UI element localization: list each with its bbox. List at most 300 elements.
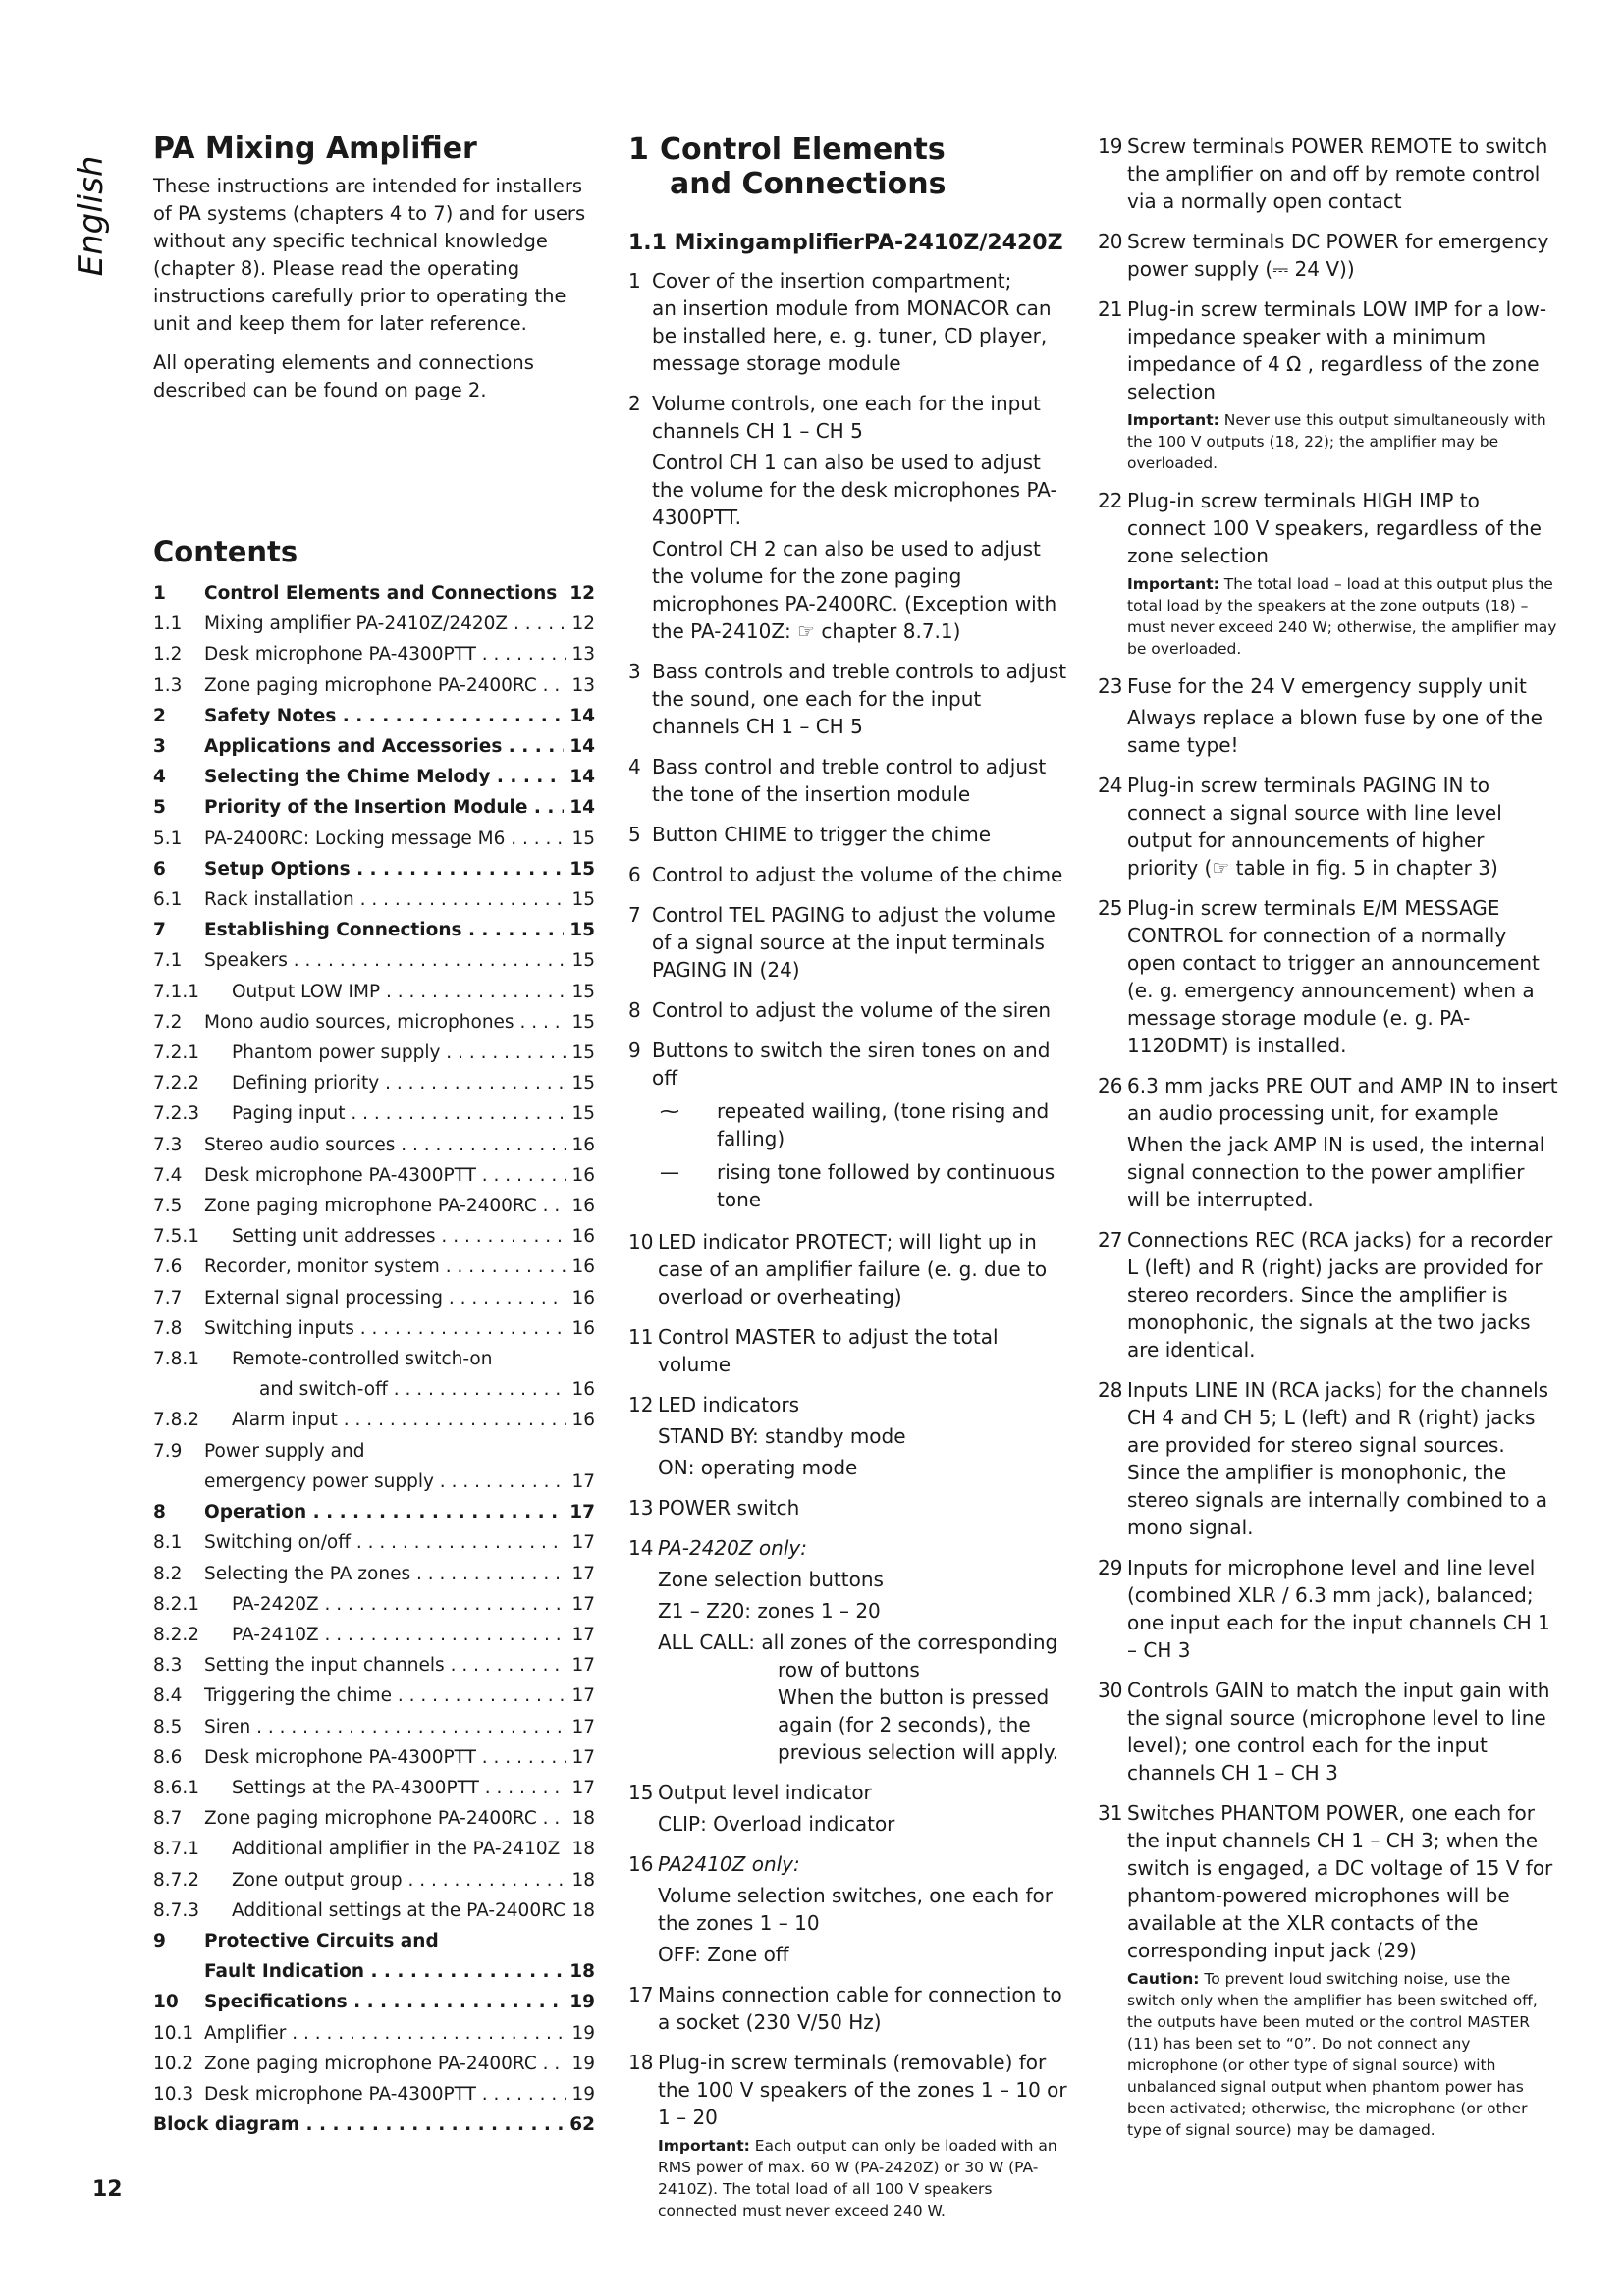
subsection-heading: 1.1 MixingamplifierPA-2410Z/2420Z bbox=[628, 231, 1063, 255]
toc-entry-number: 7.3 bbox=[153, 1134, 183, 1155]
toc-entry-number: 8.2.1 bbox=[153, 1593, 200, 1615]
item-number: 11 bbox=[628, 1325, 654, 1349]
list-item bbox=[1098, 1799, 1559, 2145]
toc-entry bbox=[153, 1130, 595, 1160]
toc-entry-title-text: Fault Indication bbox=[204, 1961, 364, 1983]
list-item bbox=[628, 861, 1075, 892]
section-control-elements-continued bbox=[1098, 133, 1559, 2154]
toc-entry bbox=[153, 1160, 595, 1191]
item-text: 6.3 mm jacks PRE OUT and AMP IN to insert an audio processing unit, for example bbox=[1127, 1074, 1558, 1125]
list-item bbox=[1098, 228, 1559, 287]
toc-entry-page: 18 bbox=[564, 1956, 595, 1987]
toc-entry-number: 8.7.3 bbox=[153, 1899, 200, 1921]
intro-paragraph-1: These instructions are intended for installers of PA systems (chapters 4 to 7) and for users without any specific technical knowledge (chapter 8). Please read the operating instructions carefully prior to operating the unit and keep them for later reference. bbox=[153, 174, 586, 335]
caution-label: Caution: bbox=[1127, 1970, 1200, 1988]
toc-entry-page: 16 bbox=[566, 1252, 595, 1282]
list-item bbox=[628, 390, 1075, 649]
toc-entry-title bbox=[204, 2049, 566, 2079]
toc-entry bbox=[153, 915, 595, 945]
toc-entry-title bbox=[204, 1313, 566, 1344]
toc-entry-title-text: and switch-off bbox=[259, 1379, 388, 1401]
toc-entry-number: 8.6.1 bbox=[153, 1777, 200, 1798]
list-item bbox=[628, 2049, 1075, 2225]
toc-entry-title bbox=[204, 1098, 566, 1129]
toc-entry-page: 15 bbox=[566, 977, 595, 1007]
item-text: Zone selection buttons bbox=[658, 1568, 884, 1591]
toc-entry-title-text: Applications and Accessories bbox=[204, 736, 503, 758]
toc-entry-title-text: Stereo audio sources bbox=[204, 1134, 396, 1155]
toc-entry-title-text: Power supply and bbox=[204, 1440, 365, 1462]
toc-entry-title bbox=[204, 1681, 566, 1711]
toc-entry-title bbox=[204, 1068, 566, 1098]
item-text: Connections REC (RCA jacks) for a recorder L (left) and R (right) jacks are provided for stereo recorders. Since the amplifier is monophonic, the signals at the two jacks are identical. bbox=[1127, 1228, 1553, 1362]
toc-entry bbox=[153, 1007, 595, 1038]
toc-entry-number: 7.2.2 bbox=[153, 1073, 200, 1095]
toc-entry-page: 18 bbox=[566, 1803, 595, 1834]
toc-entry bbox=[153, 1467, 595, 1497]
toc-entry bbox=[153, 1865, 595, 1896]
toc-entry bbox=[153, 1374, 595, 1405]
toc-entry-number: 7 bbox=[153, 920, 166, 941]
item-number: 10 bbox=[628, 1230, 654, 1254]
toc-entry-page: 14 bbox=[564, 792, 595, 823]
toc-entry bbox=[153, 1252, 595, 1282]
item-text: Screw terminals POWER REMOTE to switch the amplifier on and off by remote control via a normally open contact bbox=[1127, 134, 1548, 213]
item-number: 30 bbox=[1098, 1679, 1123, 1702]
list-item bbox=[628, 1850, 1075, 1972]
toc-entry-title bbox=[204, 915, 564, 945]
toc-entry-title bbox=[204, 2018, 566, 2049]
toc-entry-title-text: Rack installation bbox=[204, 889, 354, 911]
item-text: Control MASTER to adjust the total volume bbox=[658, 1325, 999, 1376]
toc-entry-number: 3 bbox=[153, 736, 166, 758]
item-number: 2 bbox=[628, 392, 641, 415]
item-text: repeated wailing, (tone rising and falling) bbox=[717, 1099, 1050, 1150]
list-item bbox=[1098, 295, 1559, 478]
section-title-line1: Control Elements bbox=[660, 133, 946, 167]
item-text: Always replace a blown fuse by one of the same type! bbox=[1127, 706, 1543, 757]
toc-entry-title bbox=[204, 1221, 566, 1252]
toc-entry-title-text: Specifications bbox=[204, 1992, 348, 2013]
toc-entry-number: 7.9 bbox=[153, 1440, 183, 1462]
item-text: PA-2420Z only: bbox=[658, 1536, 807, 1560]
toc-entry-title-text: Siren bbox=[204, 1716, 251, 1737]
toc-entry-page: 16 bbox=[566, 1191, 595, 1221]
toc-entry-number: 7.8.1 bbox=[153, 1349, 200, 1370]
toc-entry-title-text: PA-2400RC: Locking message M6 bbox=[204, 828, 506, 849]
toc-entry-title bbox=[204, 1527, 566, 1558]
toc-entry-title bbox=[204, 2079, 566, 2109]
toc-entry-title bbox=[204, 854, 564, 884]
toc-entry-title-text: Switching inputs bbox=[204, 1317, 354, 1339]
toc-entry-title-text: Remote-controlled switch-on bbox=[232, 1349, 493, 1370]
toc-entry-title bbox=[204, 1559, 566, 1589]
item-number: 1 bbox=[628, 269, 641, 293]
toc-entry-number: 7.2.1 bbox=[153, 1042, 200, 1064]
toc-entry-page: 16 bbox=[566, 1405, 595, 1435]
toc-entry-number: 7.7 bbox=[153, 1287, 183, 1308]
toc-entry-number: 8.5 bbox=[153, 1716, 183, 1737]
toc-entry-number: 7.2.3 bbox=[153, 1103, 200, 1125]
toc-entry-title-text: Desk microphone PA-4300PTT bbox=[204, 644, 476, 666]
toc-entry-title-text: Paging input bbox=[232, 1103, 346, 1125]
toc-entry-title-text: Desk microphone PA-4300PTT bbox=[204, 2083, 476, 2105]
toc-entry-title-text: Amplifier bbox=[204, 2022, 287, 2044]
list-item bbox=[1098, 1072, 1559, 1217]
toc-entry bbox=[153, 1834, 595, 1864]
item-text: CLIP: Overload indicator bbox=[658, 1812, 895, 1836]
toc-entry-page: 19 bbox=[566, 2018, 595, 2049]
toc-entry-page: 17 bbox=[566, 1742, 595, 1773]
toc-entry-page: 15 bbox=[566, 824, 595, 854]
toc-entry bbox=[153, 1313, 595, 1344]
toc-entry-number: 1.2 bbox=[153, 644, 183, 666]
toc-entry bbox=[153, 1620, 595, 1650]
item-number: 3 bbox=[628, 660, 641, 683]
toc-entry-title-text: Operation bbox=[204, 1502, 307, 1523]
toc-entry-title-text: Protective Circuits and bbox=[204, 1930, 439, 1951]
toc-entry-title bbox=[204, 1497, 564, 1527]
item-text: Plug-in screw terminals E/M MESSAGE CONTROL for connection of a normally open contact to trigger an announcement (e. g. emergency announcement) when a message storage module (e. g. PA-1120DMT) is installed. bbox=[1127, 896, 1540, 1057]
list-item bbox=[628, 901, 1075, 988]
toc-entry-page: 12 bbox=[566, 609, 595, 639]
toc-entry-number: 6.1 bbox=[153, 889, 183, 911]
toc-entry-title-text: Zone paging microphone PA-2400RC bbox=[204, 2053, 537, 2074]
list-item bbox=[1098, 487, 1559, 664]
item-number: 25 bbox=[1098, 896, 1123, 920]
item-text: POWER switch bbox=[658, 1496, 800, 1520]
contents-title: Contents bbox=[153, 535, 298, 568]
item-note: The total load – load at this output plus the total load by the speakers at the zone outputs (18) – must never exceed 240 W; otherwise, the amplifier may be overloaded. bbox=[1127, 575, 1557, 658]
toc-entry bbox=[153, 2018, 595, 2049]
toc-entry-number: 2 bbox=[153, 705, 166, 726]
toc-entry-title bbox=[204, 1252, 566, 1282]
item-text: Inputs for microphone level and line level (combined XLR / 6.3 mm jack), balanced; one input each for the input channels CH 1 – CH 3 bbox=[1127, 1556, 1550, 1662]
toc-entry-title bbox=[204, 1987, 564, 2017]
toc-entry bbox=[153, 1405, 595, 1435]
toc-entry-number: 8.3 bbox=[153, 1655, 183, 1677]
toc-entry bbox=[153, 1497, 595, 1527]
item-text: Switches PHANTOM POWER, one each for the input channels CH 1 – CH 3; when the switch is engaged, a DC voltage of 15 V for phantom-powered microphones will be available at the XLR contacts of the corresponding input jack (29) bbox=[1127, 1801, 1553, 1962]
toc-entry bbox=[153, 1987, 595, 2017]
item-text: When the button is pressed again (for 2 seconds), the previous selection will apply. bbox=[778, 1685, 1059, 1764]
item-text: row of buttons bbox=[778, 1658, 920, 1682]
toc-entry-title-text: Setting unit addresses bbox=[232, 1226, 436, 1248]
list-item bbox=[1098, 772, 1559, 885]
list-item bbox=[628, 1494, 1075, 1525]
list-item bbox=[1098, 1376, 1559, 1545]
important-label: Important: bbox=[1127, 575, 1219, 593]
toc-entry-page: 14 bbox=[564, 701, 595, 731]
toc-entry bbox=[153, 1589, 595, 1620]
item-number: 24 bbox=[1098, 774, 1123, 797]
list-item bbox=[1098, 133, 1559, 219]
item-number: 28 bbox=[1098, 1378, 1123, 1402]
item-text: Plug-in screw terminals (removable) for the 100 V speakers of the zones 1 – 10 or 1 – 20 bbox=[658, 2051, 1067, 2129]
item-text: Control CH 1 can also be used to adjust the volume for the desk microphones PA-4300PTT. bbox=[652, 451, 1057, 529]
toc-entry-title-text: Additional settings at the PA-2400RC bbox=[232, 1899, 566, 1921]
toc-entry-page: 15 bbox=[564, 854, 595, 884]
item-text: Screw terminals DC POWER for emergency power supply (⎓ 24 V)) bbox=[1127, 230, 1549, 281]
item-note: Each output can only be loaded with an RMS power of max. 60 W (PA-2420Z) or 30 W (PA-2410Z). The total load of all 100 V speakers connected must never exceed 240 W. bbox=[658, 2137, 1057, 2219]
item-number: 7 bbox=[628, 903, 641, 927]
toc-entry-number: 1.3 bbox=[153, 674, 183, 696]
toc-entry-number: 8.7 bbox=[153, 1808, 183, 1830]
toc-entry-title bbox=[204, 762, 564, 792]
toc-entry-title-text: Defining priority bbox=[232, 1073, 380, 1095]
language-tab-label: English bbox=[72, 155, 111, 277]
toc-entry bbox=[153, 1344, 595, 1374]
toc-entry-page: 17 bbox=[566, 1650, 595, 1681]
toc-entry-title bbox=[204, 1865, 566, 1896]
toc-entry-title-text: Triggering the chime bbox=[204, 1685, 392, 1707]
list-item bbox=[628, 658, 1075, 744]
toc-entry-title-text: Mixing amplifier PA-2410Z/2420Z bbox=[204, 614, 509, 635]
toc-entry-title-text: emergency power supply bbox=[204, 1470, 434, 1492]
list-item bbox=[628, 267, 1075, 381]
toc-entry-title bbox=[204, 1956, 564, 1987]
toc-entry-title-text: Output LOW IMP bbox=[232, 981, 381, 1002]
item-number: 19 bbox=[1098, 134, 1123, 158]
toc-entry-page: 18 bbox=[566, 1834, 595, 1864]
list-item bbox=[628, 1323, 1075, 1382]
toc-entry-number: 5 bbox=[153, 797, 166, 819]
item-text: Output level indicator bbox=[658, 1781, 872, 1804]
toc-entry-title-text: Safety Notes bbox=[204, 705, 337, 726]
toc-entry-page: 13 bbox=[566, 639, 595, 669]
toc-entry-page: 19 bbox=[566, 2049, 595, 2079]
toc-entry-page: 17 bbox=[566, 1589, 595, 1620]
toc-entry-title bbox=[204, 977, 566, 1007]
toc-entry-title bbox=[204, 1742, 566, 1773]
list-item bbox=[628, 1037, 1075, 1219]
toc-entry bbox=[153, 1742, 595, 1773]
toc-entry-title bbox=[204, 1650, 566, 1681]
toc-entry bbox=[153, 977, 595, 1007]
toc-entry bbox=[153, 1650, 595, 1681]
item-text: PA2410Z only: bbox=[658, 1852, 800, 1876]
section-title-line2: and Connections bbox=[670, 167, 947, 201]
toc-entry-page: 18 bbox=[566, 1865, 595, 1896]
toc-entry-title bbox=[204, 1038, 566, 1068]
toc-entry-page: 14 bbox=[564, 731, 595, 762]
toc-entry-title-text: Recorder, monitor system bbox=[204, 1256, 440, 1278]
toc-entry-title-text: Switching on/off bbox=[204, 1532, 351, 1554]
item-text: Bass control and treble control to adjust the tone of the insertion module bbox=[652, 755, 1047, 806]
toc-entry bbox=[153, 884, 595, 915]
toc-entry bbox=[153, 1681, 595, 1711]
toc-entry-title-text: Settings at the PA-4300PTT bbox=[232, 1777, 479, 1798]
toc-entry-title-text: Zone output group bbox=[232, 1869, 403, 1891]
toc-entry-page: 16 bbox=[566, 1160, 595, 1191]
item-number: 31 bbox=[1098, 1801, 1123, 1825]
toc-entry-title bbox=[204, 1620, 566, 1650]
toc-entry-page: 16 bbox=[566, 1221, 595, 1252]
toc-entry-title bbox=[204, 1803, 566, 1834]
toc-entry-title bbox=[204, 884, 566, 915]
toc-entry-title bbox=[204, 1283, 566, 1313]
toc-entry-number: 7.4 bbox=[153, 1164, 183, 1186]
toc-entry bbox=[153, 639, 595, 669]
toc-entry-title-text: Desk microphone PA-4300PTT bbox=[204, 1164, 476, 1186]
toc-entry-title-text: Block diagram bbox=[153, 2114, 300, 2136]
toc-entry-title bbox=[204, 1896, 566, 1926]
toc-entry-title-text: Priority of the Insertion Module bbox=[204, 797, 528, 819]
list-item bbox=[628, 1779, 1075, 1842]
toc-entry-number: 8.4 bbox=[153, 1685, 183, 1707]
continuous-tone-icon: — bbox=[660, 1160, 679, 1184]
item-text: LED indicators bbox=[658, 1393, 799, 1416]
item-number: 14 bbox=[628, 1536, 654, 1560]
item-note: To prevent loud switching noise, use the switch only when the amplifier has been switched off, the outputs have been muted or the control MASTER (11) has been set to “0”. Do not connect any microphone (or other type of signal source) with unbalanced signal output when phantom power has been activated; otherwise, the microphone (or other type of signal source) may be damaged. bbox=[1127, 1970, 1538, 2139]
list-item bbox=[628, 1981, 1075, 2040]
list-item bbox=[1098, 1226, 1559, 1367]
item-text: Bass controls and treble controls to adjust the sound, one each for the input channels CH 1 – CH 5 bbox=[652, 660, 1067, 738]
toc-entry bbox=[153, 945, 595, 976]
toc-entry-title bbox=[204, 1405, 566, 1435]
item-number: 17 bbox=[628, 1983, 654, 2006]
item-text: Fuse for the 24 V emergency supply unit bbox=[1127, 674, 1527, 698]
toc-entry bbox=[153, 762, 595, 792]
toc-entry-page: 16 bbox=[566, 1313, 595, 1344]
item-text: ALL CALL: all zones of the corresponding bbox=[658, 1630, 1058, 1654]
item-number: 13 bbox=[628, 1496, 654, 1520]
item-number: 21 bbox=[1098, 297, 1123, 321]
toc-entry bbox=[153, 1221, 595, 1252]
section-control-elements bbox=[628, 133, 1075, 2234]
toc-entry-page: 18 bbox=[566, 1896, 595, 1926]
item-text: an insertion module from MONACOR can be installed here, e. g. tuner, CD player, message storage module bbox=[652, 296, 1052, 375]
toc-entry bbox=[153, 701, 595, 731]
toc-entry-number: 7.1 bbox=[153, 950, 183, 972]
item-text: Mains connection cable for connection to a socket (230 V/50 Hz) bbox=[658, 1983, 1062, 2034]
toc-entry-title-text: External signal processing bbox=[204, 1287, 443, 1308]
item-number: 12 bbox=[628, 1393, 654, 1416]
item-number: 8 bbox=[628, 998, 641, 1022]
toc-entry-number: 8.7.1 bbox=[153, 1839, 200, 1860]
list-item bbox=[628, 1228, 1075, 1314]
toc-entry bbox=[153, 609, 595, 639]
item-text: Plug-in screw terminals LOW IMP for a low-impedance speaker with a minimum impedance of 4 Ω , regardless of the zone selection bbox=[1127, 297, 1547, 403]
toc-entry-page: 62 bbox=[564, 2109, 595, 2140]
toc-entry-number: 8 bbox=[153, 1502, 166, 1523]
toc-entry-title-text: Zone paging microphone PA-2400RC bbox=[204, 1196, 537, 1217]
toc-entry-page: 15 bbox=[566, 1007, 595, 1038]
toc-entry bbox=[153, 670, 595, 701]
toc-entry-title bbox=[204, 639, 566, 669]
toc-entry-title-text: Selecting the Chime Melody bbox=[204, 767, 491, 788]
toc-entry-title-text: Alarm input bbox=[232, 1410, 338, 1431]
toc-entry-title-text: Additional amplifier in the PA-2410Z bbox=[232, 1839, 561, 1860]
list-item bbox=[628, 996, 1075, 1028]
toc-entry-title-text: PA-2420Z bbox=[232, 1593, 319, 1615]
toc-entry-page: 17 bbox=[566, 1467, 595, 1497]
toc-entry-title-text: Zone paging microphone PA-2400RC bbox=[204, 1808, 537, 1830]
toc-entry-number: 4 bbox=[153, 767, 166, 788]
important-label: Important: bbox=[658, 2137, 750, 2155]
toc-entry-number: 7.6 bbox=[153, 1256, 183, 1278]
item-number: 15 bbox=[628, 1781, 654, 1804]
toc-entry-title bbox=[204, 1130, 566, 1160]
toc-entry-page: 14 bbox=[564, 762, 595, 792]
item-text: OFF: Zone off bbox=[658, 1943, 789, 1966]
toc-entry bbox=[153, 2049, 595, 2079]
item-text: Controls GAIN to match the input gain with the signal source (microphone level to line level); one control each for the input channels CH 1 – CH 3 bbox=[1127, 1679, 1550, 1785]
toc-entry-page: 17 bbox=[566, 1527, 595, 1558]
item-number: 4 bbox=[628, 755, 641, 778]
toc-entry bbox=[153, 1038, 595, 1068]
toc-entry-title-text: Setting the input channels bbox=[204, 1655, 445, 1677]
toc-entry-title bbox=[204, 1191, 566, 1221]
list-item bbox=[1098, 894, 1559, 1063]
list-item bbox=[628, 1534, 1075, 1770]
toc-entry bbox=[153, 824, 595, 854]
toc-entry-page: 13 bbox=[566, 670, 595, 701]
toc-entry-number: 5.1 bbox=[153, 828, 183, 849]
toc-entry-number: 6 bbox=[153, 858, 166, 880]
item-number: 26 bbox=[1098, 1074, 1123, 1097]
toc-entry-title bbox=[204, 1160, 566, 1191]
toc-entry bbox=[153, 1712, 595, 1742]
toc-entry bbox=[153, 1191, 595, 1221]
item-number: 5 bbox=[628, 823, 641, 846]
list-item bbox=[1098, 1677, 1559, 1790]
toc-entry-title-text: Establishing Connections bbox=[204, 920, 462, 941]
item-note: Never use this output simultaneously with the 100 V outputs (18, 22); the amplifier may be overloaded. bbox=[1127, 411, 1546, 472]
toc-entry-page: 17 bbox=[566, 1681, 595, 1711]
toc-entry bbox=[153, 1926, 595, 1956]
item-text: Volume selection switches, one each for the zones 1 – 10 bbox=[658, 1884, 1053, 1935]
toc-entry-number: 7.8 bbox=[153, 1317, 183, 1339]
list-item bbox=[1098, 672, 1559, 763]
toc-entry-page: 15 bbox=[566, 1068, 595, 1098]
toc-entry bbox=[153, 1803, 595, 1834]
list-item bbox=[628, 753, 1075, 812]
list-item bbox=[628, 821, 1075, 852]
toc-entry-number: 7.8.2 bbox=[153, 1410, 200, 1431]
toc-entry-page: 17 bbox=[566, 1712, 595, 1742]
toc-entry-number: 7.1.1 bbox=[153, 981, 200, 1002]
toc-entry-page: 19 bbox=[566, 2079, 595, 2109]
page-number: 12 bbox=[92, 2177, 123, 2202]
toc-entry-title bbox=[204, 670, 566, 701]
toc-entry-title bbox=[204, 1834, 566, 1864]
toc-entry-title-text: Selecting the PA zones bbox=[204, 1563, 411, 1584]
item-number: 9 bbox=[628, 1039, 641, 1062]
toc-entry-number: 10.3 bbox=[153, 2083, 194, 2105]
item-text: Control CH 2 can also be used to adjust the volume for the zone paging microphones PA-2400RC. (Exception with the PA-2410Z: ☞ chapter 8.7.1) bbox=[652, 537, 1057, 643]
toc-entry-page: 15 bbox=[566, 884, 595, 915]
item-text: Z1 – Z20: zones 1 – 20 bbox=[658, 1599, 881, 1623]
toc-entry-page: 15 bbox=[566, 945, 595, 976]
section-number: 1 bbox=[628, 133, 649, 167]
toc-entry-title bbox=[204, 1436, 589, 1467]
item-text: rising tone followed by continuous tone bbox=[717, 1160, 1056, 1211]
section-heading bbox=[628, 133, 1075, 201]
toc-entry-page: 17 bbox=[566, 1773, 595, 1803]
toc-entry-title bbox=[204, 1712, 566, 1742]
toc-entry-page: 17 bbox=[566, 1620, 595, 1650]
item-text: When the jack AMP IN is used, the internal signal connection to the power amplifier will be interrupted. bbox=[1127, 1133, 1545, 1211]
toc-entry bbox=[153, 854, 595, 884]
toc-entry-title bbox=[204, 701, 564, 731]
toc-entry bbox=[153, 1436, 595, 1467]
toc-entry-number: 10 bbox=[153, 1992, 179, 2013]
item-text: Cover of the insertion compartment; bbox=[652, 269, 1012, 293]
item-number: 29 bbox=[1098, 1556, 1123, 1579]
toc-entry bbox=[153, 1559, 595, 1589]
item-number: 22 bbox=[1098, 489, 1123, 512]
